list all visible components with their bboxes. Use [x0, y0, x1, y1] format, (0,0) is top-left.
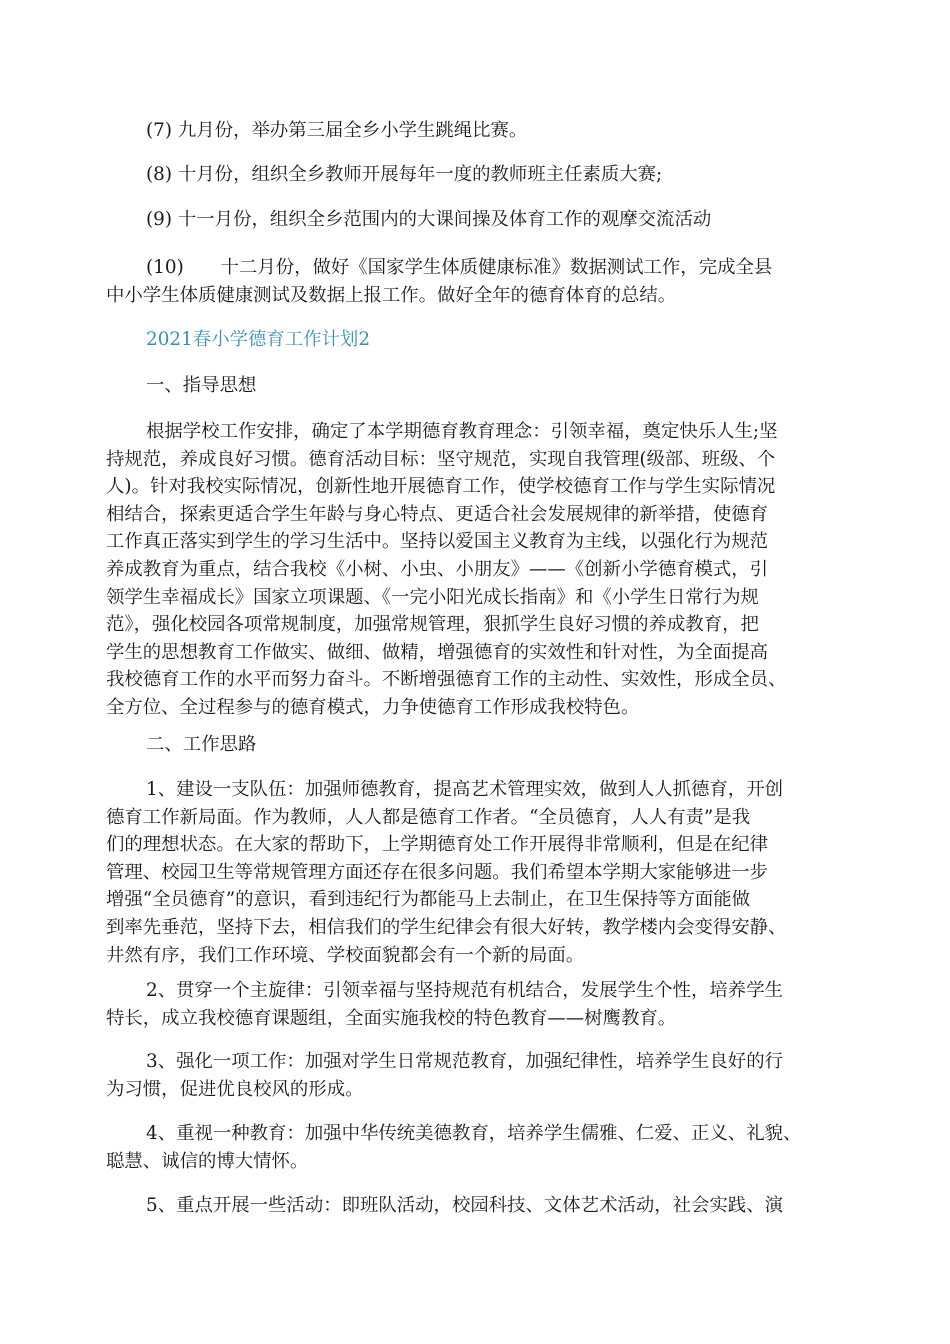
- section-title-plan-2[interactable]: [106, 326, 846, 354]
- paragraph-point-2: [106, 977, 846, 1032]
- text-line: (10) 十二月份，做好《国家学生体质健康标准》数据测试工作，完成全县: [146, 257, 773, 278]
- paragraph-point-3: [106, 1048, 846, 1103]
- item-september: [106, 117, 846, 145]
- text-line: 们的理想状态。在大家的帮助下，上学期德育处工作开展得非常顺利，但是在纪律: [106, 834, 769, 856]
- text-line: 范》，强化校园各项常规制度，加强常规管理，狠抓学生良好习惯的养成教育，把: [106, 614, 759, 636]
- text-line: 为习惯，促进优良校风的形成。: [106, 1078, 364, 1100]
- text-line: 养成教育为重点，结合我校《小树、小虫、小朋友》——《创新小学德育模式，引: [106, 558, 769, 580]
- paragraph-point-5: [106, 1192, 846, 1220]
- text-line: 井然有序，我们工作环境、学校面貌都会有一个新的局面。: [106, 944, 585, 966]
- heading-work-approach: [106, 731, 846, 759]
- text-line: (7) 九月份，举办第三届全乡小学生跳绳比赛。: [146, 120, 528, 141]
- text-line: 管理、校园卫生等常规管理方面还存在很多问题。我们希望本学期大家能够进一步: [106, 861, 769, 883]
- item-december: [106, 254, 846, 309]
- text-line: 5、重点开展一些活动：即班队活动，校园科技、文体艺术活动，社会实践、演: [146, 1195, 783, 1216]
- paragraph-guiding-thought: [106, 418, 846, 722]
- text-line: 聪慧、诚信的博大情怀。: [106, 1150, 309, 1172]
- text-line: 工作真正落实到学生的学习生活中。坚持以爱国主义教育为主线，以强化行为规范: [106, 531, 769, 553]
- section-title-text: 2021春小学德育工作计划2: [146, 329, 371, 350]
- heading-guiding-thought: [106, 372, 846, 400]
- paragraph-point-1: [106, 776, 846, 969]
- text-line: 4、重视一种教育：加强中华传统美德教育，培养学生儒雅、仁爱、正义、礼貌、: [146, 1123, 802, 1144]
- heading-text: 一、指导思想: [146, 375, 257, 396]
- text-line: 中小学生体质健康测试及数据上报工作。做好全年的德育体育的总结。: [106, 284, 677, 306]
- text-line: 持规范，养成良好习惯。德育活动目标：坚守规范，实现自我管理(级部、班级、个: [106, 448, 776, 470]
- text-line: 我校德育工作的水平而努力奋斗。不断增强德育工作的主动性、实效性，形成全员、: [106, 669, 787, 691]
- text-line: 增强“全员德育”的意识，看到违纪行为都能马上去制止，在卫生保持等方面能做: [106, 889, 751, 911]
- text-line: 2、贯穿一个主旋律：引领幸福与坚持规范有机结合，发展学生个性，培养学生: [146, 980, 783, 1001]
- item-november: [106, 206, 846, 234]
- text-line: 领学生幸福成长》国家立项课题、《一完小阳光成长指南》和《小学生日常行为规: [106, 586, 759, 608]
- text-line: 德育工作新局面。作为教师，人人都是德育工作者。“全员德育，人人有责”是我: [106, 806, 751, 828]
- heading-text: 二、工作思路: [146, 734, 257, 755]
- text-line: (8) 十月份，组织全乡教师开展每年一度的教师班主任素质大赛;: [146, 164, 663, 185]
- text-line: 学生的思想教育工作做实、做细、做精，增强德育的实效性和针对性，为全面提高: [106, 641, 769, 663]
- item-october: [106, 161, 846, 189]
- text-line: 相结合，探索更适合学生年龄与身心特点、更适合社会发展规律的新举措，使德育: [106, 503, 769, 525]
- text-line: 到率先垂范，坚持下去，相信我们的学生纪律会有很大好转，教学楼内会变得安静、: [106, 916, 787, 938]
- text-line: 1、建设一支队伍：加强师德教育，提高艺术管理实效，做到人人抓德育，开创: [146, 779, 783, 800]
- text-line: 全方位、全过程参与的德育模式，力争使德育工作形成我校特色。: [106, 696, 640, 718]
- text-line: (9) 十一月份，组织全乡范围内的大课间操及体育工作的观摩交流活动: [146, 209, 712, 230]
- text-line: 根据学校工作安排，确定了本学期德育教育理念：引领幸福，奠定快乐人生;坚: [146, 421, 778, 442]
- paragraph-point-4: [106, 1120, 846, 1175]
- text-line: 人)。针对我校实际情况，创新性地开展德育工作，使学校德育工作与学生实际情况: [106, 476, 776, 498]
- text-line: 3、强化一项工作：加强对学生日常规范教育，加强纪律性，培养学生良好的行: [146, 1051, 783, 1072]
- text-line: 特长，成立我校德育课题组，全面实施我校的特色教育——树鹰教育。: [106, 1007, 677, 1029]
